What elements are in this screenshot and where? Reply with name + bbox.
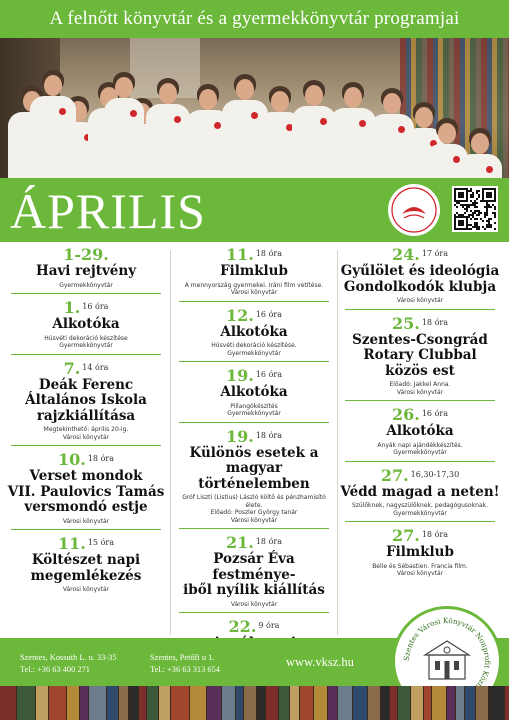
program-event xyxy=(174,534,334,613)
event-date xyxy=(340,527,500,544)
event-divider xyxy=(179,361,329,362)
event-description-line: Anyák napi ajándékkészítés. xyxy=(377,441,463,449)
book-spine xyxy=(505,686,509,720)
event-title xyxy=(6,264,166,280)
event-title-line: Alkotóka xyxy=(220,384,288,400)
event-title-line: Költészet napi xyxy=(31,552,141,568)
event-day: 11. xyxy=(226,245,254,264)
event-time: 14 óra xyxy=(82,362,109,372)
book-spine xyxy=(279,686,289,720)
book-spine xyxy=(314,686,327,720)
program-event xyxy=(174,367,334,423)
event-divider xyxy=(11,354,161,355)
choir-photo xyxy=(0,38,509,178)
book-spine xyxy=(300,686,313,720)
event-venue: Városi könyvtár xyxy=(62,586,110,593)
event-day: 19. xyxy=(226,426,254,446)
event-time: 16 óra xyxy=(421,409,448,418)
event-time: 18 óra xyxy=(421,317,448,327)
event-day: 7. xyxy=(63,358,81,378)
event-title-line: Szentes-Csongrád xyxy=(352,331,488,348)
book-spine xyxy=(489,686,504,720)
event-date xyxy=(6,360,166,377)
address-children-library xyxy=(150,652,220,676)
event-divider xyxy=(179,422,329,423)
program-event xyxy=(6,299,166,355)
event-title-line: Havi rejtvény xyxy=(35,263,137,279)
book-spine xyxy=(0,686,16,720)
event-time: 9 óra xyxy=(258,621,280,630)
program-event xyxy=(340,315,500,402)
address-adult-library xyxy=(20,652,117,676)
program-column-2 xyxy=(174,246,334,697)
event-date xyxy=(174,428,334,445)
bookshelf-photo xyxy=(0,686,509,720)
event-day: 10. xyxy=(58,450,86,469)
event-day: 1. xyxy=(63,298,81,317)
seal-text: Szentes Városi Könyvtár Nonprofit Köz xyxy=(401,615,493,687)
book-spine xyxy=(290,686,299,720)
program-event xyxy=(6,246,166,294)
event-day: 27. xyxy=(392,526,420,545)
event-date xyxy=(340,315,500,332)
event-title-line: Pozsár Éva festménye- xyxy=(212,551,296,583)
event-description-line: Belle és Sébastien. Francia film. xyxy=(372,562,468,570)
book-spine xyxy=(222,686,235,720)
event-title-line: Alkotóka xyxy=(220,323,288,340)
event-date xyxy=(6,246,166,263)
program-event xyxy=(340,246,500,310)
book-spine xyxy=(67,686,79,720)
event-date xyxy=(174,367,334,384)
book-spine xyxy=(171,686,189,720)
book-spine xyxy=(17,686,35,720)
event-day: 27. xyxy=(380,465,409,485)
event-time: 18 óra xyxy=(87,454,114,463)
header-bar xyxy=(0,0,509,38)
book-spine xyxy=(244,686,256,720)
event-title xyxy=(174,264,334,280)
event-day: 11. xyxy=(58,534,86,553)
book-spine xyxy=(119,686,128,720)
event-description xyxy=(174,282,334,290)
event-date xyxy=(174,534,334,551)
event-venue: Gyermekkönyvtár xyxy=(59,281,113,289)
event-venue: Városi könyvtár xyxy=(230,516,278,524)
event-description-line: A mennyország gyermekei. Iráni film vetítése. xyxy=(184,281,324,289)
event-description xyxy=(6,335,166,343)
event-venue: Városi könyvtár xyxy=(396,388,444,396)
event-title xyxy=(174,446,334,493)
event-description-line: Pillangókészítés xyxy=(230,402,278,410)
event-title-line: Alkotóka xyxy=(52,316,120,332)
event-title-line: Verset mondok xyxy=(29,468,143,484)
event-venue: Gyermekkönyvtár xyxy=(227,410,281,417)
event-title-line: iből nyílik kiállítás xyxy=(183,582,325,598)
event-divider xyxy=(179,612,329,613)
event-date xyxy=(340,467,500,484)
event-divider xyxy=(11,293,161,294)
phone-line: Tel.: +36 63 400 271 xyxy=(20,665,90,674)
event-divider xyxy=(11,445,161,446)
event-time: 16 óra xyxy=(82,302,109,311)
program-event xyxy=(6,535,166,594)
event-title xyxy=(174,325,334,341)
book-spine xyxy=(390,686,397,720)
event-date xyxy=(6,299,166,316)
event-title-line: versmondó estje xyxy=(24,499,148,515)
book-spine xyxy=(476,686,488,720)
library-logo-icon xyxy=(388,184,440,236)
event-day: 12. xyxy=(226,305,254,325)
book-spine xyxy=(89,686,106,720)
event-date xyxy=(174,246,334,263)
event-title-line: Gondolkodók klubja xyxy=(343,278,497,295)
event-time: 16,30-17,30 xyxy=(410,469,460,479)
book-spine xyxy=(456,686,464,720)
book-spine xyxy=(465,686,475,720)
event-day: 24. xyxy=(392,245,420,264)
event-title xyxy=(340,485,500,501)
event-title-line: VII. Paulovics Tamás xyxy=(7,483,165,500)
book-spine xyxy=(49,686,66,720)
event-description xyxy=(340,563,500,571)
event-day: 22. xyxy=(228,617,257,636)
program-event xyxy=(340,467,500,523)
event-description xyxy=(174,403,334,411)
book-spine xyxy=(207,686,221,720)
event-description xyxy=(6,426,166,434)
event-venue: Gyermekkönyvtár xyxy=(393,509,447,517)
book-spine xyxy=(338,686,352,720)
event-divider xyxy=(345,400,495,401)
event-title xyxy=(174,385,334,401)
event-time: 17 óra xyxy=(421,249,448,258)
event-time: 16 óra xyxy=(255,370,282,379)
event-venue: Városi könyvtár xyxy=(396,570,444,577)
book-spine xyxy=(36,686,48,720)
event-title-line: Rotary Clubbal xyxy=(363,347,477,363)
event-divider xyxy=(345,521,495,522)
event-title xyxy=(340,264,500,295)
choir-member xyxy=(104,72,144,178)
event-time: 18 óra xyxy=(255,537,282,546)
program-event xyxy=(174,246,334,302)
event-description-line: Gróf Liszti (Listius) László költő és pénzhamisító élete. xyxy=(182,494,326,509)
book-spine xyxy=(266,686,278,720)
event-title-line: Védd magad a neten! xyxy=(340,483,500,500)
event-date xyxy=(340,406,500,423)
choir-member xyxy=(146,78,190,178)
event-title xyxy=(6,317,166,333)
event-day: 21. xyxy=(226,533,254,552)
choir-member xyxy=(30,70,76,178)
book-spine xyxy=(447,686,455,720)
event-divider xyxy=(345,461,495,462)
event-title-line: Deák Ferenc xyxy=(38,376,134,393)
event-day: 1-29. xyxy=(63,245,109,264)
event-time: 18 óra xyxy=(255,249,282,258)
event-title xyxy=(340,424,500,440)
column-divider xyxy=(337,250,338,635)
event-title-line: közös est xyxy=(385,362,455,379)
book-spine xyxy=(129,686,138,720)
header-title: A felnőtt könyvtár és a gyermekkönyvtár programjai xyxy=(49,8,460,29)
event-date xyxy=(174,307,334,324)
program-event xyxy=(340,527,500,578)
event-title-line: Alkotóka xyxy=(386,423,454,439)
event-time: 16 óra xyxy=(255,309,282,319)
event-title-line: Gyűlölet és ideológia xyxy=(340,263,500,279)
event-title xyxy=(6,469,166,516)
event-divider xyxy=(11,529,161,530)
choir-member xyxy=(458,128,502,178)
event-title-line: Általános Iskola xyxy=(25,392,147,408)
event-time: 18 óra xyxy=(255,430,282,440)
event-title-line: megemlékezés xyxy=(30,567,142,584)
event-title-line: Filmklub xyxy=(220,263,288,279)
program-column-3 xyxy=(340,246,500,583)
book-spine xyxy=(432,686,446,720)
event-venue: Városi könyvtár xyxy=(230,600,278,608)
qr-code-icon[interactable] xyxy=(452,186,498,232)
event-venue: Városi könyvtár xyxy=(230,289,278,296)
event-title xyxy=(6,553,166,584)
event-title xyxy=(6,378,166,425)
book-spine xyxy=(411,686,423,720)
event-day: 26. xyxy=(392,405,420,424)
event-description xyxy=(340,502,500,510)
book-spine xyxy=(257,686,265,720)
event-title xyxy=(340,333,500,380)
event-title-line: Filmklub xyxy=(386,544,454,560)
event-venue: Városi könyvtár xyxy=(62,517,110,525)
event-date xyxy=(340,246,500,263)
book-spine xyxy=(159,686,170,720)
program-column-1 xyxy=(6,246,166,599)
book-spine xyxy=(398,686,410,720)
book-spine xyxy=(353,686,367,720)
event-title-line: Különös esetek a magyar xyxy=(189,444,319,476)
event-date xyxy=(6,451,166,468)
event-time: 15 óra xyxy=(87,538,114,547)
event-venue: Városi könyvtár xyxy=(396,297,444,304)
event-description xyxy=(340,381,500,389)
book-spine xyxy=(368,686,380,720)
book-spine xyxy=(147,686,158,720)
book-spine xyxy=(381,686,389,720)
event-venue: Gyermekkönyvtár xyxy=(393,449,447,456)
website-link[interactable]: www.vksz.hu xyxy=(286,655,354,669)
event-description-line: Előadó: Jakkel Anna. xyxy=(389,381,451,388)
program-event xyxy=(6,360,166,447)
month-title: ÁPRILIS xyxy=(10,183,206,239)
column-divider xyxy=(170,250,171,635)
event-venue: Gyermekkönyvtár xyxy=(59,342,113,349)
event-venue: Városi könyvtár xyxy=(62,433,110,441)
book-spine xyxy=(190,686,206,720)
event-title-line: történelemben xyxy=(198,475,310,492)
program-event xyxy=(340,406,500,462)
event-date xyxy=(174,618,334,635)
event-title xyxy=(174,552,334,599)
event-description xyxy=(174,342,334,350)
program-event xyxy=(6,451,166,530)
event-title-line: rajzkiállítása xyxy=(36,407,136,424)
event-description-line: Húsvéti dekoráció készítése xyxy=(44,334,128,342)
event-divider xyxy=(179,301,329,302)
event-description-line: Megtekinthető: április 20-ig. xyxy=(43,426,129,433)
program-event xyxy=(174,428,334,530)
address-line: Szentes, Kossuth L. u. 33-35 xyxy=(20,653,117,662)
event-description xyxy=(340,442,500,450)
book-spine xyxy=(236,686,243,720)
event-date xyxy=(6,535,166,552)
phone-line: Tel.: +36 63 313 654 xyxy=(150,665,220,674)
book-spine xyxy=(139,686,146,720)
event-day: 19. xyxy=(226,366,254,385)
event-divider xyxy=(179,528,329,529)
event-day: 25. xyxy=(392,313,420,333)
event-description-line: Szülőknek, nagyszülőknek, pedagógusoknak. xyxy=(351,502,489,509)
book-spine xyxy=(424,686,431,720)
book-spine xyxy=(328,686,337,720)
event-venue: Gyermekkönyvtár xyxy=(227,349,281,357)
book-spine xyxy=(80,686,88,720)
event-description-line: Előadó: Poszler György tanár xyxy=(210,509,298,516)
event-description-line: Húsvéti dekoráció készítése. xyxy=(211,342,297,349)
event-divider xyxy=(345,309,495,310)
event-description xyxy=(174,494,334,517)
event-title xyxy=(340,545,500,561)
address-line: Szentes, Petőfi u 1. xyxy=(150,653,215,662)
library-logo xyxy=(388,184,440,236)
event-time: 18 óra xyxy=(421,530,448,539)
program-event xyxy=(174,307,334,363)
book-spine xyxy=(107,686,118,720)
